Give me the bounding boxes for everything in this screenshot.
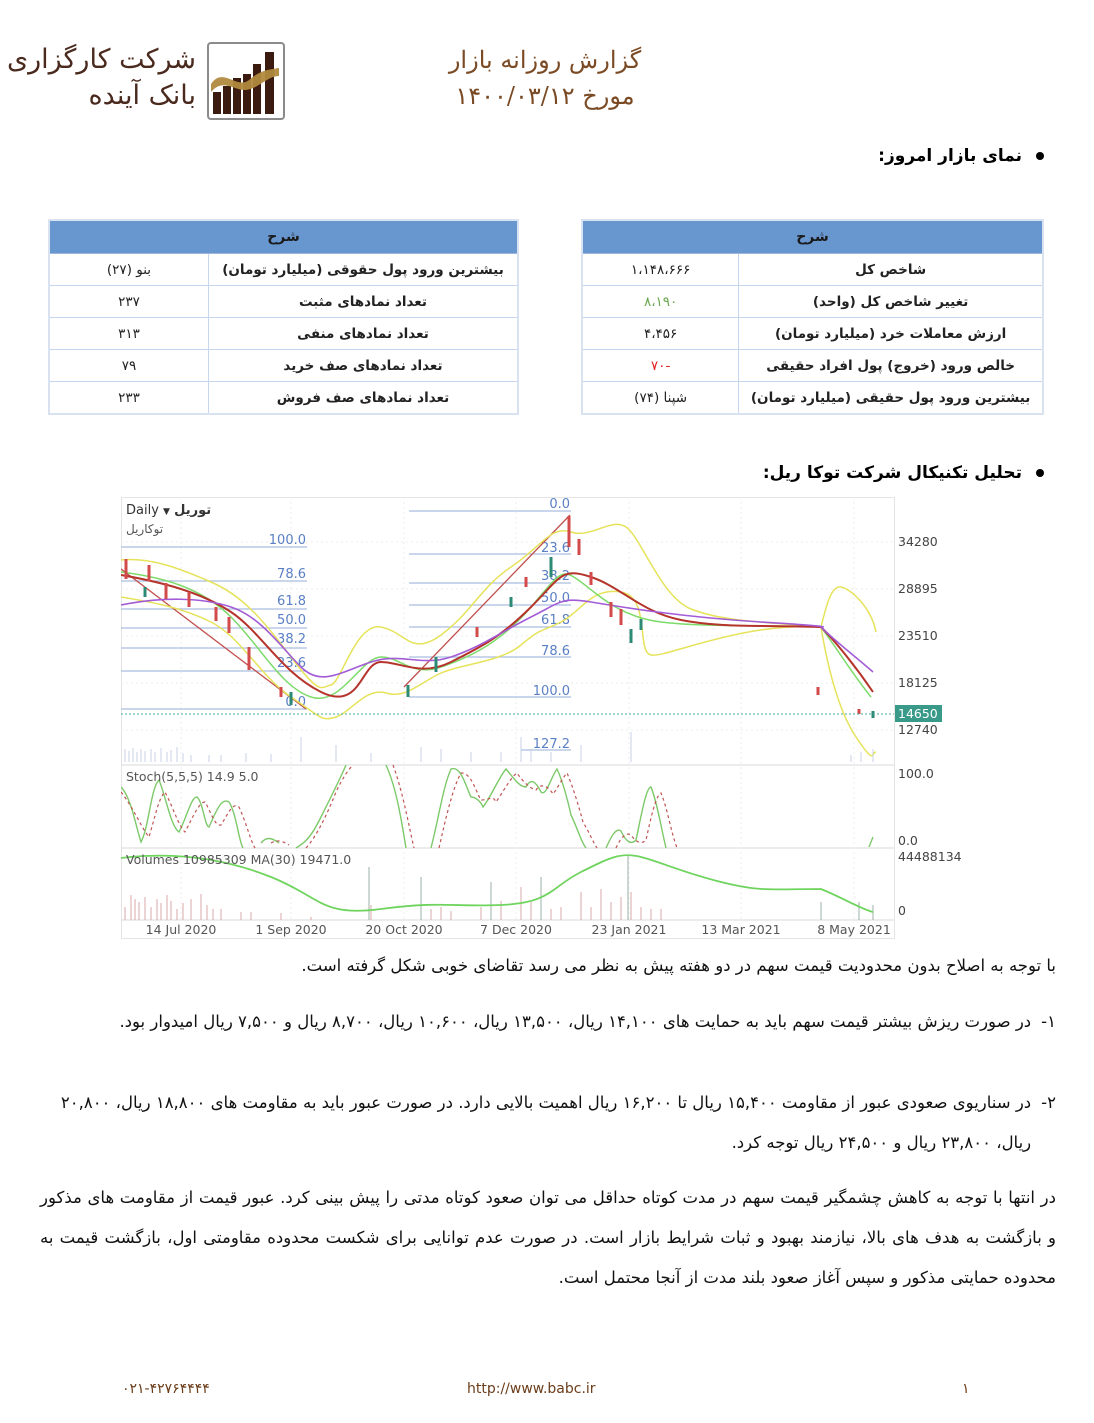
report-title-block bbox=[440, 42, 650, 114]
table-row bbox=[49, 382, 518, 415]
company-name-label: توکاریل bbox=[126, 522, 164, 536]
report-title: گزارش روزانه بازار bbox=[448, 46, 642, 74]
row-label: تغییر شاخص کل (واحد) bbox=[739, 286, 1043, 318]
svg-text:13 Mar 2021: 13 Mar 2021 bbox=[701, 922, 781, 937]
svg-text:28895: 28895 bbox=[898, 581, 938, 596]
svg-text:8 May 2021: 8 May 2021 bbox=[817, 922, 891, 937]
bullet-icon bbox=[1036, 469, 1044, 477]
svg-text:18125: 18125 bbox=[898, 675, 938, 690]
row-value: ۷۹ bbox=[49, 350, 208, 382]
row-value: ۲۳۷ bbox=[49, 286, 208, 318]
row-label: بیشترین ورود پول حقیقی (میلیارد تومان) bbox=[739, 382, 1043, 415]
analysis-conclusion: در انتها با توجه به کاهش چشمگیر قیمت سهم در مدت کوتاه حداقل می توان صعود کوتاه مدتی را پیش بینی کرد. عبور قیمت از مقاومت های مذکور و بازگشت به هدف های بالا، نیازمند بهبود و ثبات شرایط بازار است. در صورت عدم توانایی برای شکست محدوده مقاومتی اول، بازگشت قیمت به محدوده حمایتی مذکور و سپس آغاز صعود بلند مدت از آنجا محتمل است. bbox=[40, 1188, 1056, 1287]
row-label: تعداد نمادهای صف فروش bbox=[208, 382, 518, 415]
row-value: بنو (۲۷) bbox=[49, 254, 208, 286]
svg-text:50.0: 50.0 bbox=[541, 591, 570, 606]
svg-text:14 Jul 2020: 14 Jul 2020 bbox=[145, 922, 217, 937]
svg-text:0.0: 0.0 bbox=[549, 497, 570, 512]
bullet-icon bbox=[1036, 152, 1044, 160]
row-value: ۲۳۳ bbox=[49, 382, 208, 415]
table-row bbox=[49, 286, 518, 318]
market-summary-table-left bbox=[48, 219, 519, 415]
svg-text:61.8: 61.8 bbox=[541, 613, 570, 628]
svg-text:7 Dec 2020: 7 Dec 2020 bbox=[480, 922, 552, 937]
candlestick-chart bbox=[121, 497, 976, 939]
row-label: تعداد نمادهای منفی bbox=[208, 318, 518, 350]
item-number: ۱- bbox=[1041, 1012, 1056, 1031]
row-label: تعداد نمادهای صف خرید bbox=[208, 350, 518, 382]
svg-text:61.8: 61.8 bbox=[277, 594, 306, 609]
company-name-line1: شرکت کارگزاری bbox=[6, 44, 196, 75]
svg-text:100.0: 100.0 bbox=[532, 684, 570, 699]
row-value-positive: ۸،۱۹۰ bbox=[582, 286, 739, 318]
svg-text:23.6: 23.6 bbox=[277, 656, 306, 671]
stoch-label: Stoch(5,5,5) 14.9 5.0 bbox=[126, 769, 259, 784]
technical-analysis-heading bbox=[763, 463, 1044, 483]
stock-chart bbox=[121, 497, 976, 939]
svg-text:38.2: 38.2 bbox=[541, 569, 570, 584]
row-label: خالص ورود (خروج) پول افراد حقیقی bbox=[739, 350, 1043, 382]
analysis-item-1 bbox=[40, 1002, 1056, 1042]
svg-text:34280: 34280 bbox=[898, 534, 938, 549]
svg-text:127.2: 127.2 bbox=[532, 737, 570, 752]
analysis-intro: با توجه به اصلاح بدون محدودیت قیمت سهم در دو هفته پیش به نظر می رسد تقاضای خوبی شکل گرفته است. bbox=[301, 956, 1056, 975]
svg-text:12740: 12740 bbox=[898, 722, 938, 737]
market-overview-heading bbox=[878, 146, 1044, 166]
market-overview-heading-text: نمای بازار امروز: bbox=[878, 146, 1022, 166]
company-name bbox=[7, 42, 196, 114]
row-label: بیشترین ورود پول حقوقی (میلیارد تومان) bbox=[208, 254, 518, 286]
table-row bbox=[582, 286, 1043, 318]
item-number: ۲- bbox=[1041, 1093, 1056, 1112]
last-price-badge: 14650 bbox=[898, 706, 938, 721]
svg-text:100.0: 100.0 bbox=[898, 766, 934, 781]
svg-text:100.0: 100.0 bbox=[268, 533, 306, 548]
market-summary-table-right bbox=[581, 219, 1044, 415]
technical-analysis-heading-text: تحلیل تکنیکال شرکت توکا ریل: bbox=[762, 463, 1022, 483]
row-label: ارزش معاملات خرد (میلیارد تومان) bbox=[739, 318, 1043, 350]
table-header: شرح bbox=[49, 220, 518, 254]
row-value-negative: -۷۰ bbox=[582, 350, 739, 382]
chevron-down-icon[interactable]: ▼ bbox=[163, 507, 170, 517]
svg-text:1 Sep 2020: 1 Sep 2020 bbox=[255, 922, 327, 937]
svg-text:0.0: 0.0 bbox=[898, 833, 918, 848]
svg-text:50.0: 50.0 bbox=[277, 613, 306, 628]
row-label: تعداد نمادهای مثبت bbox=[208, 286, 518, 318]
table-row bbox=[582, 318, 1043, 350]
svg-text:20 Oct 2020: 20 Oct 2020 bbox=[365, 922, 443, 937]
footer-website-link[interactable]: http://www.babc.ir bbox=[467, 1381, 596, 1397]
table-row bbox=[49, 318, 518, 350]
svg-text:44488134: 44488134 bbox=[898, 849, 962, 864]
table-row bbox=[49, 350, 518, 382]
bar-chart-logo-icon bbox=[209, 44, 283, 118]
item-text: در سناریوی صعودی عبور از مقاومت ۱۵,۴۰۰ ریال تا ۱۶,۲۰۰ ریال اهمیت بالایی دارد. در صورت عبور باید به مقاومت های ۱۸,۸۰۰ ریال، ۲۰,۸۰۰ ریال، ۲۳,۸۰۰ ریال و ۲۴,۵۰۰ ریال توجه کرد. bbox=[60, 1093, 1032, 1152]
svg-text:78.6: 78.6 bbox=[277, 567, 306, 582]
svg-text:0.0: 0.0 bbox=[285, 695, 306, 710]
svg-text:78.6: 78.6 bbox=[541, 644, 570, 659]
interval-dropdown[interactable]: Daily bbox=[126, 503, 159, 518]
svg-text:38.2: 38.2 bbox=[277, 632, 306, 647]
report-date: مورخ ۱۴۰۰/۰۳/۱۲ bbox=[455, 82, 635, 110]
row-value: شپنا (۷۴) bbox=[582, 382, 739, 415]
row-value: ۱،۱۴۸،۶۶۶ bbox=[582, 254, 739, 286]
table-header: شرح bbox=[582, 220, 1043, 254]
svg-text:0: 0 bbox=[898, 903, 906, 918]
chart-symbol-header bbox=[126, 503, 211, 518]
volume-label: Volumes 10985309 MA(30) 19471.0 bbox=[126, 852, 352, 867]
row-value: ۳۱۳ bbox=[49, 318, 208, 350]
table-row bbox=[582, 254, 1043, 286]
company-name-line2: بانک آینده bbox=[88, 80, 196, 111]
table-row bbox=[49, 254, 518, 286]
analysis-item-2 bbox=[40, 1083, 1056, 1163]
symbol-name: توریل bbox=[174, 503, 212, 518]
table-row bbox=[582, 382, 1043, 415]
svg-text:23510: 23510 bbox=[898, 628, 938, 643]
row-label: شاخص کل bbox=[739, 254, 1043, 286]
item-text: در صورت ریزش بیشتر قیمت سهم باید به حمایت های ۱۴,۱۰۰ ریال، ۱۳,۵۰۰ ریال، ۱۰,۶۰۰ ریال، ۸,۷۰۰ ریال و ۷,۵۰۰ ریال امیدوار بود. bbox=[119, 1012, 1032, 1031]
svg-text:23.6: 23.6 bbox=[541, 541, 570, 556]
company-logo bbox=[207, 42, 285, 120]
table-row bbox=[582, 350, 1043, 382]
footer-phone: ۰۲۱-۴۲۷۶۴۴۴۴ bbox=[122, 1381, 210, 1397]
page-number: ۱ bbox=[962, 1381, 970, 1397]
row-value: ۴،۴۵۶ bbox=[582, 318, 739, 350]
svg-text:23 Jan 2021: 23 Jan 2021 bbox=[591, 922, 667, 937]
